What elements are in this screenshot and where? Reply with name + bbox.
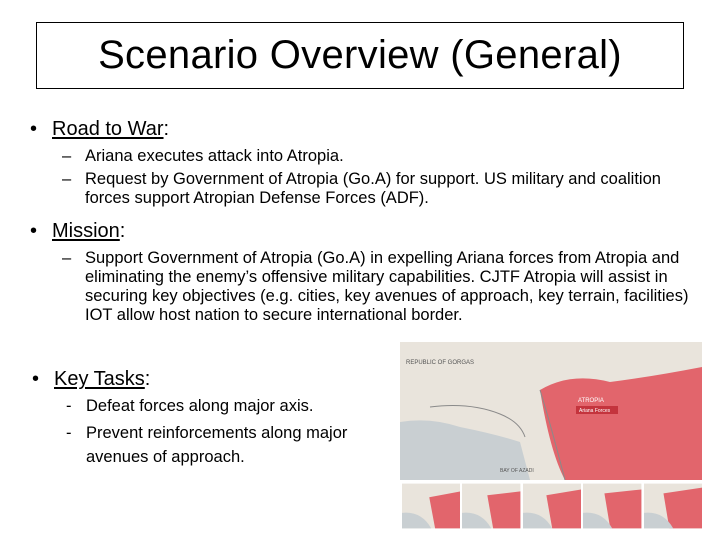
map-label-atropia: ATROPIA <box>578 398 604 404</box>
scenario-map <box>400 342 702 480</box>
map-label-gorgas: REPUBLIC OF GORGAS <box>406 360 475 366</box>
map-label-bay: BAY OF AZADI <box>500 468 534 474</box>
bullet-key-tasks <box>32 367 150 391</box>
road-to-war-heading: Road to War <box>52 118 164 140</box>
map-thumbnail-3 <box>523 483 581 529</box>
mission-heading: Mission <box>52 220 120 242</box>
map-thumbnail-4 <box>583 483 641 529</box>
road-item-1: – Ariana executes attack into Atropia. <box>62 147 662 166</box>
key-tasks-heading: Key Tasks <box>54 368 145 390</box>
mission-item-1-text: Support Government of Atropia (Go.A) in expelling Ariana forces from Atropia and eliminating the enemy’s offensive military capabilities. CJTF Atropia will assist in securing key objectives (e.g. cities, key avenues of approach, key terrain, facilities) IOT allow host nation to secure international border. <box>85 249 689 324</box>
road-item-1-text: Ariana executes attack into Atropia. <box>85 147 344 165</box>
task-item-2: - Prevent reinforcements along major avenues of approach. <box>66 421 404 469</box>
slide-title-box <box>36 22 684 89</box>
road-item-2: – Request by Government of Atropia (Go.A) for support. US military and coalition forces support Atropian Defense Forces (ADF). <box>62 170 666 208</box>
bullet-road-to-war <box>30 117 169 141</box>
map-label-ariana: Ariana Forces <box>579 408 611 414</box>
bullet-dot-icon: • <box>32 368 40 390</box>
mission-item-1: – Support Government of Atropia (Go.A) in expelling Ariana forces from Atropia and eliminating the enemy’s offensive military capabilities. CJTF Atropia will assist in securing key objectives (e.g. cities, key avenues of approach, key terrain, facilities) IOT allow host nation to secure international border. <box>62 249 698 325</box>
road-to-war-colon: : <box>163 118 170 140</box>
key-tasks-colon: : <box>144 368 151 390</box>
bullet-dot-icon: • <box>30 118 38 140</box>
road-item-2-text: Request by Government of Atropia (Go.A) for support. US military and coalition forces support Atropian Defense Forces (ADF). <box>85 170 661 207</box>
task-item-1-text: Defeat forces along major axis. <box>86 397 314 415</box>
bullet-dot-icon: • <box>30 220 38 242</box>
map-thumbnail-2 <box>462 483 520 529</box>
map-thumbnails <box>402 483 702 529</box>
slide-title: Scenario Overview (General) <box>98 33 622 77</box>
map-enemy-region <box>540 367 702 480</box>
mission-colon: : <box>119 220 126 242</box>
map-thumbnail-5 <box>644 483 702 529</box>
task-item-1: - Defeat forces along major axis. <box>66 397 406 416</box>
task-item-2-text: Prevent reinforcements along major avenues of approach. <box>86 424 348 466</box>
bullet-mission <box>30 219 125 243</box>
map-thumbnail-1 <box>402 483 460 529</box>
